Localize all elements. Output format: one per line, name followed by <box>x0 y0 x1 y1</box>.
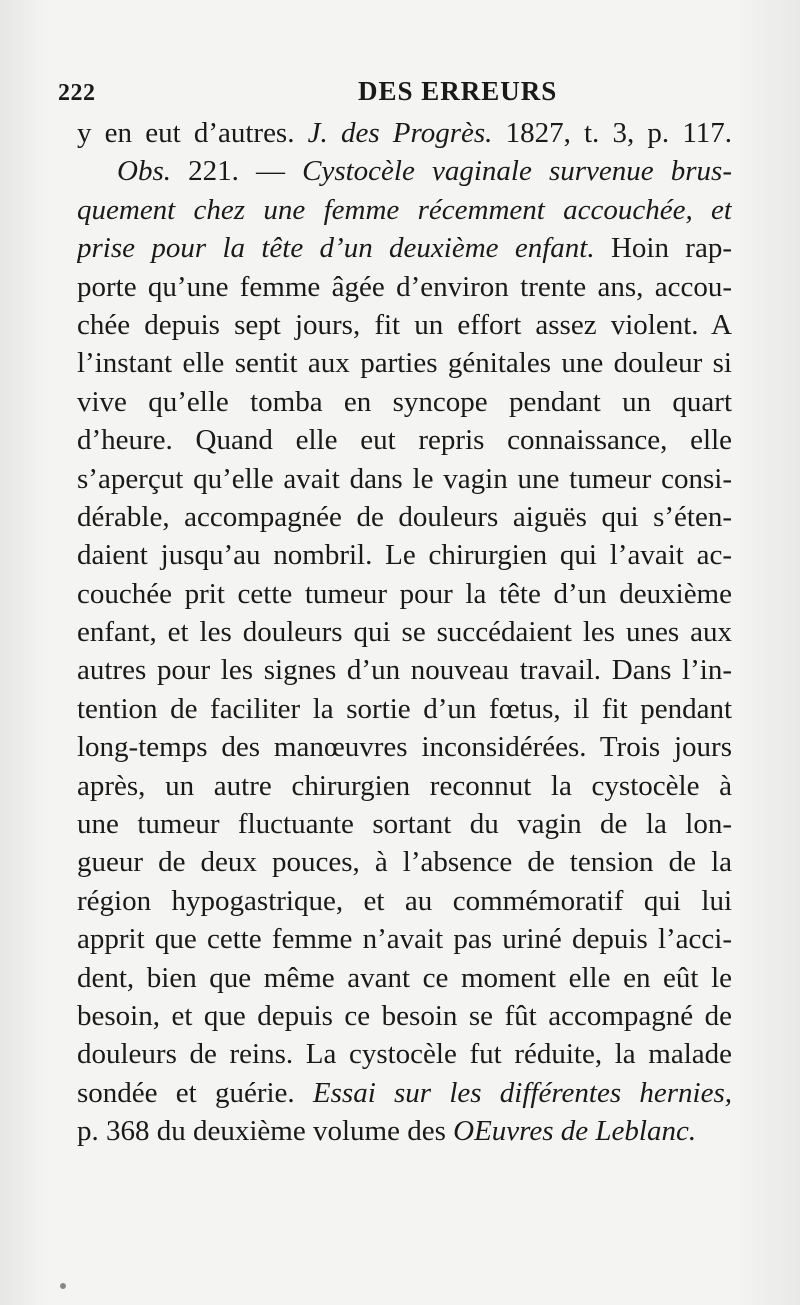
text-segment: dérable, accompagnée de douleurs aiguës qui s’éten- <box>77 500 732 533</box>
page-number: 222 <box>58 80 96 106</box>
italic-text: quement chez une femme récemment accouchée, et <box>77 193 732 226</box>
text-segment: vive qu’elle tomba en syncope pendant un quart <box>77 385 732 418</box>
text-line <box>77 843 732 881</box>
text-line <box>77 460 732 498</box>
text-line <box>77 728 732 766</box>
text-segment: porte qu’une femme âgée d’environ trente ans, accou- <box>77 270 732 303</box>
text-line <box>77 229 732 267</box>
text-line <box>77 306 732 344</box>
text-line <box>77 114 732 152</box>
italic-text: OEuvres de Leblanc. <box>453 1115 697 1148</box>
text-segment: daient jusqu’au nombril. Le chirurgien qui l’avait ac- <box>77 539 732 572</box>
text-segment: douleurs de reins. La cystocèle fut réduite, la malade <box>77 1038 732 1071</box>
text-segment: besoin, et que depuis ce besoin se fût accompagné de <box>77 999 732 1032</box>
text-line <box>77 1074 732 1112</box>
text-segment: y en eut d’autres. <box>77 117 308 149</box>
text-line <box>77 152 732 190</box>
text-segment: Hoin rap- <box>594 232 732 265</box>
paper-speck <box>60 1283 66 1289</box>
text-segment: apprit que cette femme n’avait pas uriné depuis l’acci- <box>77 923 732 956</box>
text-segment: enfant, et les douleurs qui se succédaient les unes aux <box>77 616 732 649</box>
text-line <box>77 959 732 997</box>
text-segment: après, un autre chirurgien reconnut la cystocèle à <box>77 769 732 802</box>
page-header <box>58 74 748 114</box>
text-segment: s’aperçut qu’elle avait dans le vagin une tumeur consi- <box>77 462 732 495</box>
text-segment: long-temps des manœuvres inconsidérées. Trois jours <box>77 731 732 764</box>
text-segment: une tumeur fluctuante sortant du vagin de la lon- <box>77 808 732 841</box>
text-line <box>77 191 732 229</box>
text-line <box>77 882 732 920</box>
text-line <box>77 767 732 805</box>
italic-text: Cystocèle vaginale survenue brus- <box>302 155 732 188</box>
text-line <box>77 536 732 574</box>
text-segment: couchée prit cette tumeur pour la tête d’un deuxième <box>77 577 732 610</box>
text-line <box>77 1035 732 1073</box>
italic-text: Essai sur les différentes hernies, <box>312 1076 732 1109</box>
text-segment: dent, bien que même avant ce moment elle en eût le <box>77 961 732 994</box>
text-line <box>77 997 732 1035</box>
italic-text: prise pour la tête d’un deuxième enfant. <box>77 232 595 265</box>
italic-text: Obs. <box>117 155 171 188</box>
text-line <box>77 1112 732 1150</box>
text-segment: chée depuis sept jours, fit un effort assez violent. A <box>77 308 732 341</box>
text-line <box>77 690 732 728</box>
text-line <box>77 383 732 421</box>
text-line <box>77 613 732 651</box>
text-segment: 1827, t. 3, p. 117. <box>492 117 732 149</box>
text-segment: région hypogastrique, et au commémoratif qui lui <box>77 884 732 917</box>
italic-text: J. des Progrès. <box>307 117 493 149</box>
text-line <box>77 805 732 843</box>
text-segment: l’instant elle sentit aux parties génitales une douleur si <box>77 347 732 380</box>
body-text <box>77 114 732 1151</box>
text-segment: d’heure. Quand elle eut repris connaissance, elle <box>77 424 732 457</box>
text-segment: gueur de deux pouces, à l’absence de tension de la <box>77 846 732 879</box>
text-line <box>77 575 732 613</box>
text-segment: tention de faciliter la sortie d’un fœtus, il fit pendant <box>77 692 732 725</box>
text-line <box>77 920 732 958</box>
text-segment: autres pour les signes d’un nouveau travail. Dans l’in- <box>77 654 732 687</box>
text-segment: p. 368 du deuxième volume des <box>77 1115 454 1148</box>
text-segment: sondée et guérie. <box>77 1076 313 1109</box>
text-line <box>77 421 732 459</box>
text-line <box>77 651 732 689</box>
text-segment: 221. — <box>170 155 303 188</box>
text-line <box>77 344 732 382</box>
text-line <box>77 498 732 536</box>
text-line <box>77 268 732 306</box>
running-title: DES ERREURS <box>358 76 558 106</box>
